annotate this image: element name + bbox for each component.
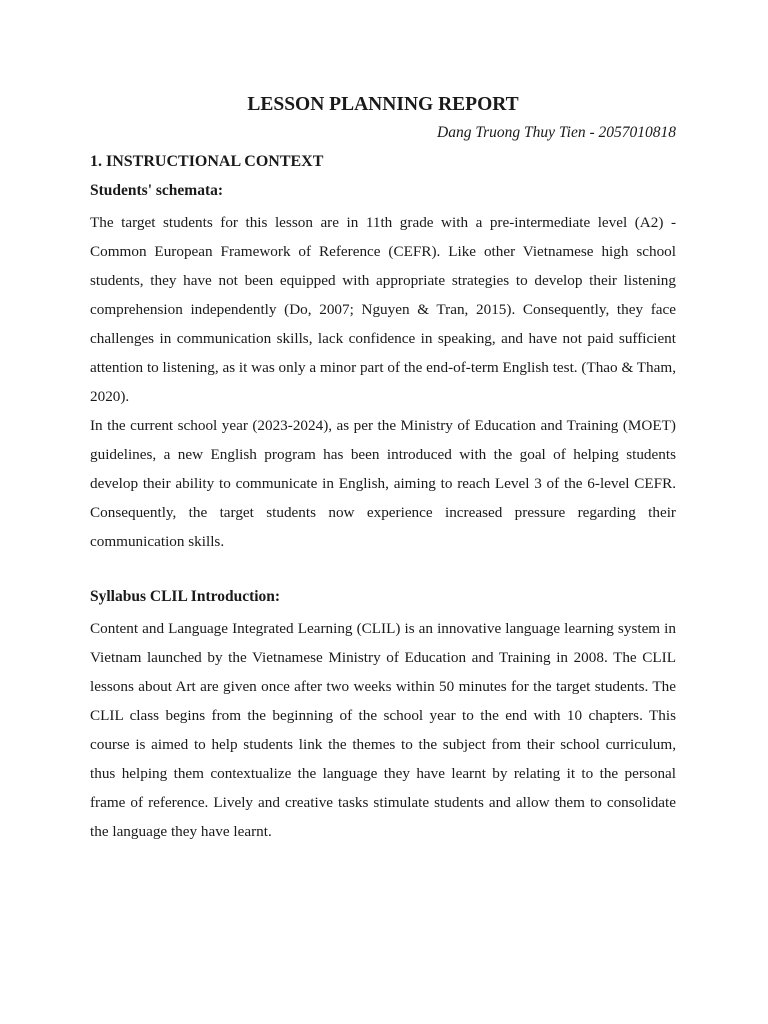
paragraph-students-level: The target students for this lesson are in 11th grade with a pre-intermediate level (A2) - Common European Framework of Reference (CEFR). Like other Vietnamese high school students, they have not been equipped with appropriate strategies to develop their listening comprehension independently (Do, 2007; Nguyen & Tran, 2015). Consequently, they face challenges in communication skills, lack confidence in speaking, and have not paid sufficient attention to listening, as it was only a minor part of the end-of-term English test. (Thao & Tham, 2020).	[90, 214, 677, 405]
author-line: Dang Truong Thuy Tien - 2057010818	[437, 124, 676, 141]
paragraph-current-school-year: In the current school year (2023-2024), as per the Ministry of Education and Training (MOET) guidelines, a new English program has been introduced with the goal of helping students develop their ability to communicate in English, aiming to reach Level 3 of the 6-level CEFR. Consequently, the target students now experience increased pressure regarding their communication skills.	[90, 417, 676, 550]
document-page	[90, 92, 676, 846]
document-title: LESSON PLANNING REPORT	[247, 94, 519, 115]
paragraph-clil-introduction: Content and Language Integrated Learning (CLIL) is an innovative language learning system in Vietnam launched by the Vietnamese Ministry of Education and Training in 2008. The CLIL lessons about Art are given once after two weeks within 50 minutes for the target students. The CLIL class begins from the beginning of the school year to the end with 10 chapters. This course is aimed to help students link the themes to the subject from their school curriculum, thus helping them contextualize the language they have learnt by relating it to the personal frame of reference. Lively and creative tasks stimulate students and allow them to consolidate the language they have learnt.	[90, 620, 676, 840]
subheading-syllabus-clil: Syllabus CLIL Introduction:	[90, 588, 281, 605]
blank-line	[90, 556, 676, 585]
section-heading-instructional-context: 1. INSTRUCTIONAL CONTEXT	[90, 153, 324, 170]
subheading-students-schemata: Students' schemata:	[90, 182, 224, 199]
